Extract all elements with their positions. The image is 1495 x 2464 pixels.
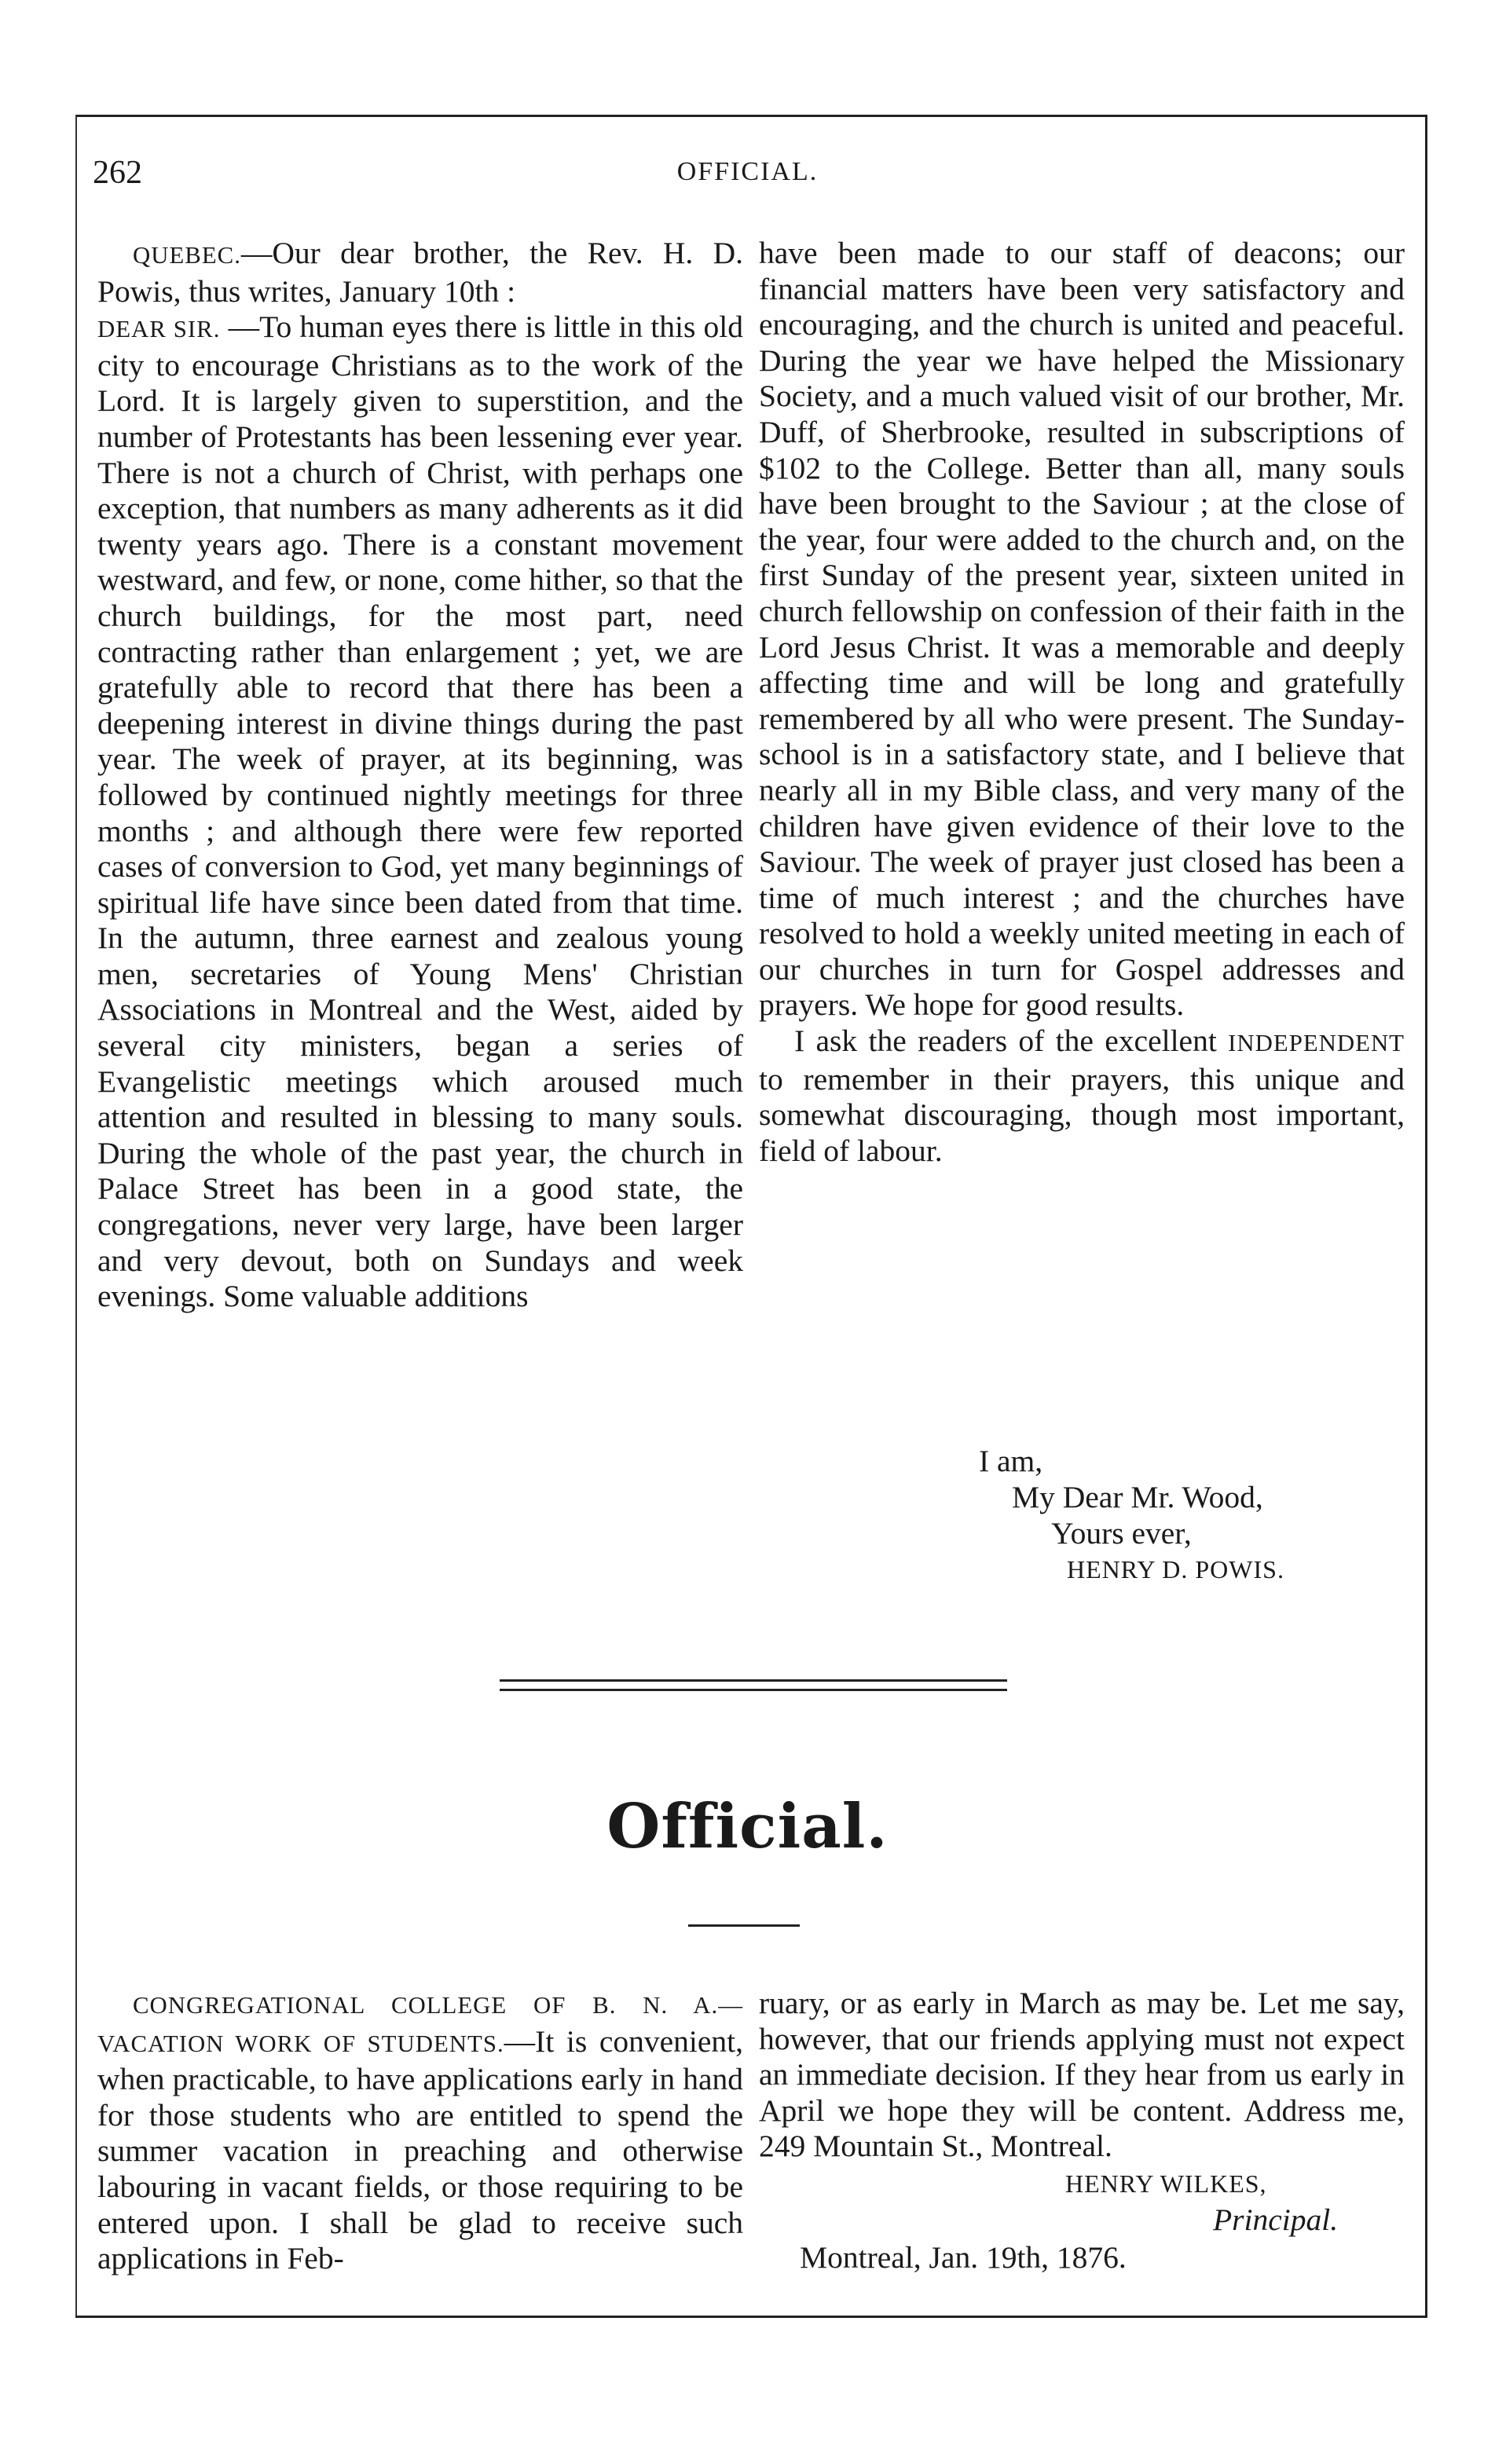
closing-text-before: I ask the readers of the excellent [794, 1023, 1229, 1059]
dateline: Montreal, Jan. 19th, 1876. [800, 2240, 1127, 2275]
signoff-name: HENRY D. POWIS. [1067, 1555, 1284, 1583]
section-heading-official: Official. [606, 1791, 889, 1862]
signoff-salutation: My Dear Mr. Wood, [1012, 1480, 1263, 1514]
principal-name: HENRY WILKES, [1065, 2169, 1267, 2198]
page-header [0, 154, 1495, 198]
official-notice-paragraph [97, 1986, 743, 2277]
principal-title: Principal. [1213, 2202, 1339, 2237]
letter-body-text: —To human eyes there is little in this old city to encourage Christians as to the work of the Lord. It is largely given to superstition, and the number of Protestants has been lessening ever year. There is not a church of Christ, with perhaps one exception, that numbers as many adherents as it did twenty years ago. There is a constant movement westward, and few, or none, come hither, so that the church buildings, for the most part, need contracting rather than enlargement ; yet, we are gratefully able to record that there has been a deepening interest in divine things during the past year. The week of prayer, at its beginning, was followed by continued nightly meetings for three months ; and although there were few reported cases of conversion to God, yet many beginnings of spiritual life have since been dated from that time. In the autumn, three earnest and zealous young men, secretaries of Young Mens' Christian Associations in Montreal and the West, aided by several city ministers, began a series of Evangelistic meetings which aroused much attention and resulted in blessing to many souls. During the whole of the past year, the church in Palace Street has been in a good state, the congregations, never very large, have been larger and very devout, both on Sundays and week evenings. Some valuable additions [97, 309, 743, 1314]
signoff-i-am: I am, [979, 1444, 1043, 1478]
place-heading: QUEBEC. [133, 242, 241, 269]
page-number: 262 [93, 155, 142, 191]
official-continuation-paragraph: ruary, or as early in March as may be. Let me say, however, that our friends applying must not expect an immediate decision. If they hear from us early in April we hope they will be content. Address me, 249 Mountain St., Montreal. [759, 1986, 1405, 2164]
letter-intro-paragraph [97, 236, 743, 309]
signoff-yours: Yours ever, [1051, 1516, 1192, 1551]
salutation: DEAR SIR. [97, 316, 221, 343]
letter-right-column [759, 236, 1405, 1169]
official-left-column [97, 1986, 743, 2277]
page-frame-right-rule [1425, 115, 1427, 2318]
page-frame-left-rule [75, 115, 77, 2318]
letter-body-paragraph [97, 309, 743, 1315]
heading-underline-rule [688, 1924, 800, 1927]
notice-heading: CONGREGATIONAL COLLEGE OF B. N. A.—VACATION WORK OF STUDENTS. [97, 1992, 743, 2057]
letter-closing-paragraph [759, 1023, 1405, 1169]
closing-text-after: to remember in their prayers, this unique and somewhat discouraging, though most important, field of labour. [759, 1061, 1405, 1168]
publication-name: INDEPENDENT [1228, 1030, 1405, 1057]
letter-left-column [97, 236, 743, 1315]
page-frame-bottom-rule [75, 2316, 1427, 2318]
notice-text: —It is convenient, when practicable, to have applications early in hand for those students who are entitled to spend the summer vacation in preaching and otherwise labouring in vacant fields, or those requiring to be entered upon. I shall be glad to receive such applications in Feb- [97, 2023, 743, 2276]
page-frame-top-rule [75, 115, 1427, 117]
official-right-column [759, 1986, 1405, 2165]
letter-intro-text: —Our dear brother, the Rev. H. D. Powis, thus writes, January 10th : [97, 236, 743, 309]
running-title: OFFICIAL. [676, 157, 819, 186]
letter-continuation-paragraph: have been made to our staff of deacons; our financial matters have been very satisfactory and encouraging, and the church is united and peaceful. During the year we have helped the Missionary Society, and a much valued visit of our brother, Mr. Duff, of Sherbrooke, resulted in subscriptions of $102 to the College. Better than all, many souls have been brought to the Saviour ; at the close of the year, four were added to the church and, on the first Sunday of the present year, sixteen united in church fellowship on confession of their faith in the Lord Jesus Christ. It was a memorable and deeply affecting time and will be long and gratefully remembered by all who were present. The Sunday-school is in a satisfactory state, and I believe that nearly all in my Bible class, and very many of the children have given evidence of their love to the Saviour. The week of prayer just closed has been a time of much interest ; and the churches have resolved to hold a weekly united meeting in each of our churches in turn for Gospel addresses and prayers. We hope for good results. [759, 236, 1405, 1023]
section-rule-lower [500, 1689, 1007, 1691]
section-rule-upper [500, 1679, 1007, 1682]
